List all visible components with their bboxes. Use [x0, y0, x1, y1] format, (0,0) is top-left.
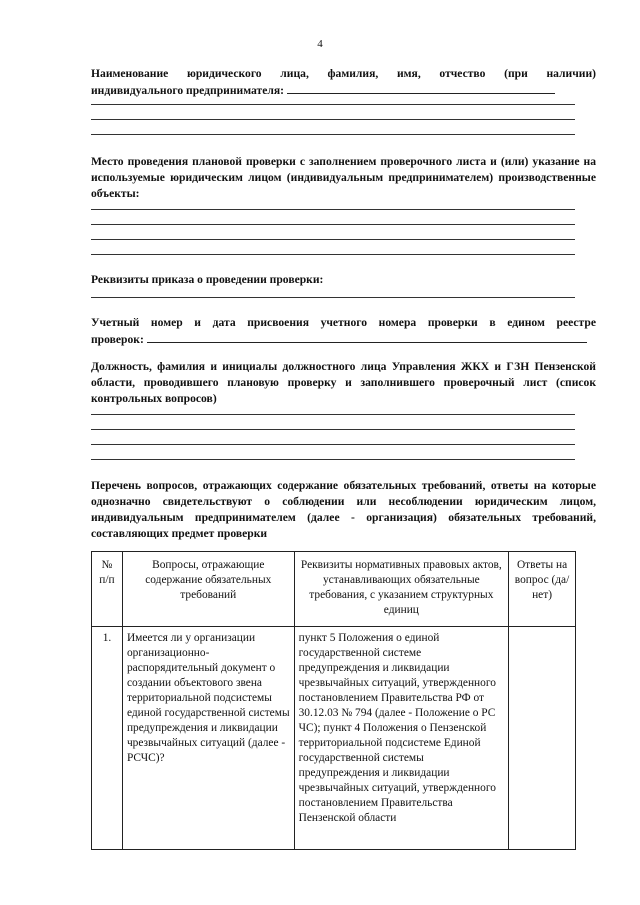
requirements-table [91, 551, 576, 850]
official-label: Должность, фамилия и инициалы должностного лица Управления ЖКХ и ГЗН Пензенской области, проводившего плановую проверку и заполнившего проверочный лист (список контрольных вопросов) [91, 360, 596, 405]
header-number: № п/п [92, 552, 123, 627]
row-answer[interactable] [509, 627, 576, 850]
legal-entity-name-field[interactable] [287, 82, 555, 94]
requirements-list-heading: Перечень вопросов, отражающих содержание обязательных требований, ответы на которые однозначно свидетельствуют о соблюдении или несоблюдении юридическим лицом, индивидуальным предпринимателем (далее - организация) обязательных требований, составляющих предмет проверки [91, 479, 596, 540]
order-requisites-label: Реквизиты приказа о проведении проверки: [91, 273, 324, 286]
registry-label: проверок: [91, 333, 144, 346]
registry-number-label: Учетный номер и дата присвоения учетного номера проверки в едином реестре [91, 316, 596, 329]
blank-line[interactable] [91, 429, 575, 430]
blank-line[interactable] [91, 224, 575, 225]
entrepreneur-line [91, 82, 596, 99]
blank-line[interactable] [91, 239, 575, 240]
blank-line[interactable] [91, 459, 575, 460]
entrepreneur-label: индивидуального предпринимателя: [91, 84, 284, 97]
header-answer: Ответы на вопрос (да/нет) [509, 552, 576, 627]
registry-number-field[interactable] [147, 331, 587, 343]
header-question: Вопросы, отражающие содержание обязательных требований [122, 552, 294, 627]
blank-line[interactable] [91, 444, 575, 445]
legal-entity-name-label: Наименование юридического лица, фамилия, имя, отчество (при наличии) [91, 67, 596, 80]
inspection-place-label: Место проведения плановой проверки с заполнением проверочного листа и (или) указание на используемые юридическим лицом (индивидуальным предпринимателем) производственные объекты: [91, 155, 596, 200]
blank-line[interactable] [91, 134, 575, 135]
table-header-row [92, 552, 576, 627]
page-number: 4 [317, 38, 323, 50]
header-requisites: Реквизиты нормативных правовых актов, устанавливающих обязательные требования, с указанием структурных единиц [294, 552, 508, 627]
registry-line [91, 331, 596, 348]
blank-line[interactable] [91, 209, 575, 210]
blank-line[interactable] [91, 414, 575, 415]
table-row [92, 627, 576, 850]
blank-line[interactable] [91, 119, 575, 120]
row-requisites: пункт 5 Положения о единой государственной системе предупреждения и ликвидации чрезвычайных ситуаций, утвержденного постановлением Правительства РФ от 30.12.03 № 794 (далее - Положение о РС ЧС); пункт 4 Положения о Пензенской территориальной подсистеме Единой государственной системы предупреждения и ликвидации чрезвычайных ситуаций, утвержденного постановлением Правительства Пензенской области [294, 627, 508, 850]
row-number: 1. [92, 627, 123, 850]
row-question: Имеется ли у организации организационно-распорядительный документ о создании объектового звена территориальной подсистемы единой государственной системы предупреждения и ликвидации чрезвычайных ситуаций (далее - РСЧС)? [122, 627, 294, 850]
blank-line[interactable] [91, 254, 575, 255]
blank-line[interactable] [91, 104, 575, 105]
blank-line[interactable] [91, 297, 575, 298]
